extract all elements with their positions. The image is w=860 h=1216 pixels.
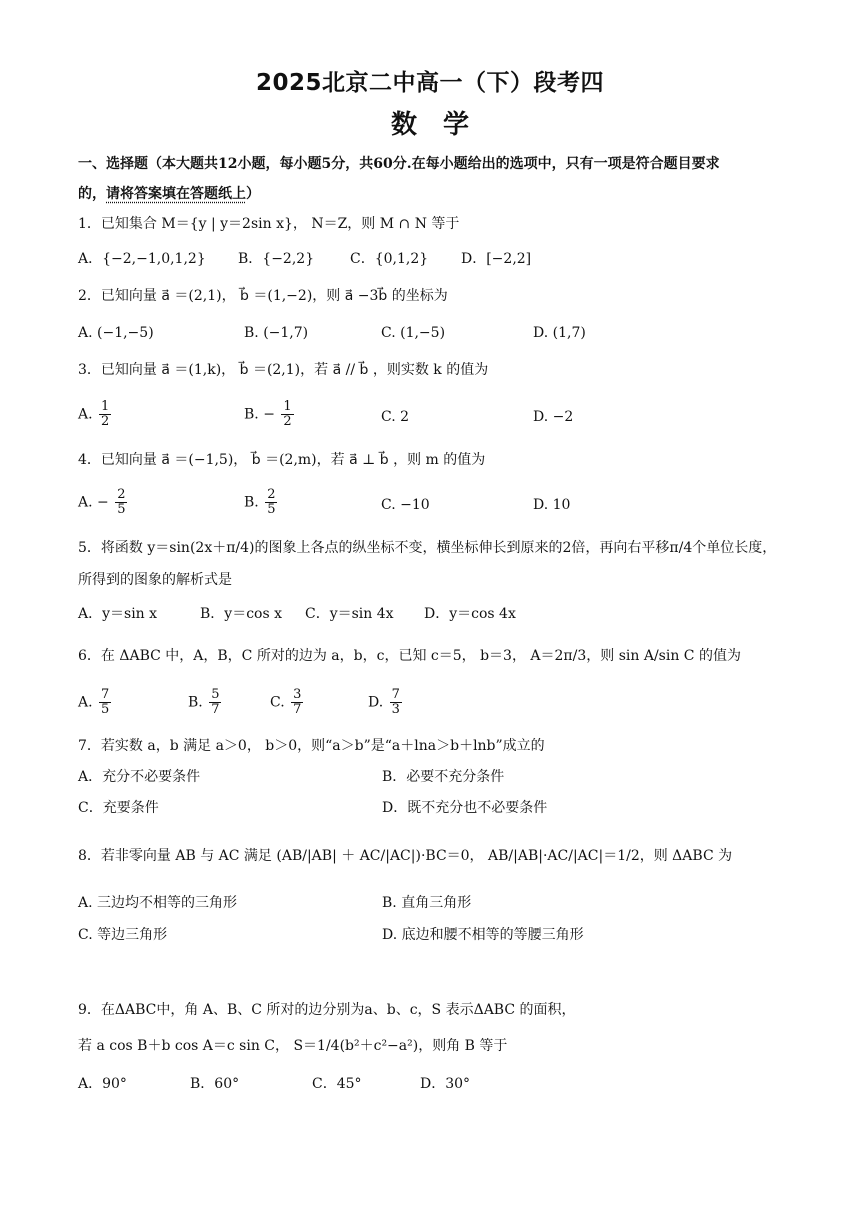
q7-option-c: C．充要条件	[78, 800, 159, 816]
section-heading-line2: 的，请将答案填在答题纸上）	[78, 186, 260, 202]
q9-option-d: D．30°	[420, 1076, 471, 1092]
page-title: 2025北京二中高一（下）段考四	[255, 70, 604, 96]
q4-option-a: A. − $\frac{2}{5}$	[78, 487, 126, 517]
q5-option-c: C．y＝sin 4x	[305, 606, 394, 622]
q6-option-c: C. $\frac{3}{7}$	[270, 687, 302, 717]
question-5-stem-continued: 所得到的图象的解析式是	[78, 572, 232, 588]
q6-option-a-fraction: $\frac{7}{5}$	[101, 687, 110, 717]
q5-option-d: D．y＝cos 4x	[424, 606, 516, 622]
question-2-stem: 2．已知向量 a⃗ ＝(2,1)， b⃗ ＝(1,−2)，则 a⃗ −3b⃗ 的坐标为	[78, 288, 448, 304]
q7-option-a: A．充分不必要条件	[78, 769, 201, 785]
q6-option-b: B. $\frac{5}{7}$	[188, 687, 220, 717]
q2-option-a: A. (−1,−5)	[78, 325, 154, 341]
q3-option-a: A. $\frac{1}{2}$	[78, 399, 110, 429]
q1-option-b: B．{−2,2}	[238, 251, 315, 267]
question-6-stem: 6．在 ΔABC 中，A，B，C 所对的边为 a，b，c，已知 c＝5， b＝3， A＝2π/3，则 sin A/sin C 的值为	[78, 648, 741, 664]
question-8-stem: 8．若非零向量 AB 与 AC 满足 (AB/|AB| ＋ AC/|AC|)·BC＝0， AB/|AB|·AC/|AC|＝1/2，则 ΔABC 为	[78, 848, 733, 864]
q1-option-d: D．[−2,2]	[461, 251, 532, 267]
q7-option-d: D．既不充分也不必要条件	[382, 800, 548, 816]
q6-option-a: A. $\frac{7}{5}$	[78, 687, 110, 717]
question-9-stem: 9．在ΔABC中，角 A、B、C 所对的边分别为a、b、c，S 表示ΔABC 的面积，	[78, 1002, 576, 1018]
q1-option-a: A．{−2,−1,0,1,2}	[78, 251, 206, 267]
question-5-stem: 5．将函数 y＝sin(2x＋π/4)的图象上各点的纵坐标不变，横坐标伸长到原来的2倍，再向右平移π/4个单位长度，	[78, 540, 777, 556]
q4-option-c: C. −10	[381, 497, 430, 513]
q8-option-c: C. 等边三角形	[78, 927, 168, 943]
q6-option-c-fraction: $\frac{3}{7}$	[293, 687, 302, 717]
q4-option-a-fraction: $\frac{2}{5}$	[117, 487, 126, 517]
q9-option-c: C．45°	[312, 1076, 362, 1092]
q2-option-c: C. (1,−5)	[381, 325, 446, 341]
q6-option-d: D. $\frac{7}{3}$	[368, 687, 400, 717]
q7-option-b: B．必要不充分条件	[382, 769, 505, 785]
q5-option-a: A．y＝sin x	[78, 606, 158, 622]
q6-option-b-fraction: $\frac{5}{7}$	[211, 687, 220, 717]
q4-option-d: D. 10	[533, 497, 571, 513]
q3-option-b: B. − $\frac{1}{2}$	[244, 399, 292, 429]
q2-option-b: B. (−1,7)	[244, 325, 309, 341]
question-3-stem: 3．已知向量 a⃗ ＝(1,k)， b⃗ ＝(2,1)，若 a⃗ // b⃗ ，则实数 k 的值为	[78, 362, 489, 378]
q9-option-a: A．90°	[78, 1076, 127, 1092]
section-heading-line1: 一、选择题（本大题共12小题，每小题5分，共60分.在每小题给出的选项中，只有一项是符合题目要求	[78, 156, 720, 172]
q8-option-a: A. 三边均不相等的三角形	[78, 895, 238, 911]
question-7-stem: 7．若实数 a，b 满足 a＞0， b＞0，则“a＞b”是“a＋lna＞b＋lnb”成立的	[78, 738, 545, 754]
q1-option-c: C．{0,1,2}	[350, 251, 429, 267]
question-1-stem: 1．已知集合 M＝{y | y＝2sin x}， N＝Z，则 M ∩ N 等于	[78, 216, 460, 232]
q5-option-b: B．y＝cos x	[200, 606, 282, 622]
q2-option-d: D. (1,7)	[533, 325, 586, 341]
q4-option-b-fraction: $\frac{2}{5}$	[267, 487, 276, 517]
q6-option-d-fraction: $\frac{7}{3}$	[391, 687, 400, 717]
subject-heading: 数学	[390, 110, 495, 140]
q3-option-b-fraction: $\frac{1}{2}$	[283, 399, 292, 429]
question-4-stem: 4．已知向量 a⃗ ＝(−1,5)， b⃗ ＝(2,m)，若 a⃗ ⊥ b⃗ ，则 m 的值为	[78, 452, 486, 468]
q8-option-b: B. 直角三角形	[382, 895, 472, 911]
q3-option-a-fraction: $\frac{1}{2}$	[101, 399, 110, 429]
q8-option-d: D. 底边和腰不相等的等腰三角形	[382, 927, 584, 943]
q9-option-b: B．60°	[190, 1076, 240, 1092]
q3-option-c: C. 2	[381, 409, 410, 425]
question-9-stem-continued: 若 a cos B＋b cos A＝c sin C， S＝1/4(b²＋c²−a²)，则角 B 等于	[78, 1038, 508, 1054]
q3-option-d: D. −2	[533, 409, 574, 425]
q4-option-b: B. $\frac{2}{5}$	[244, 487, 276, 517]
